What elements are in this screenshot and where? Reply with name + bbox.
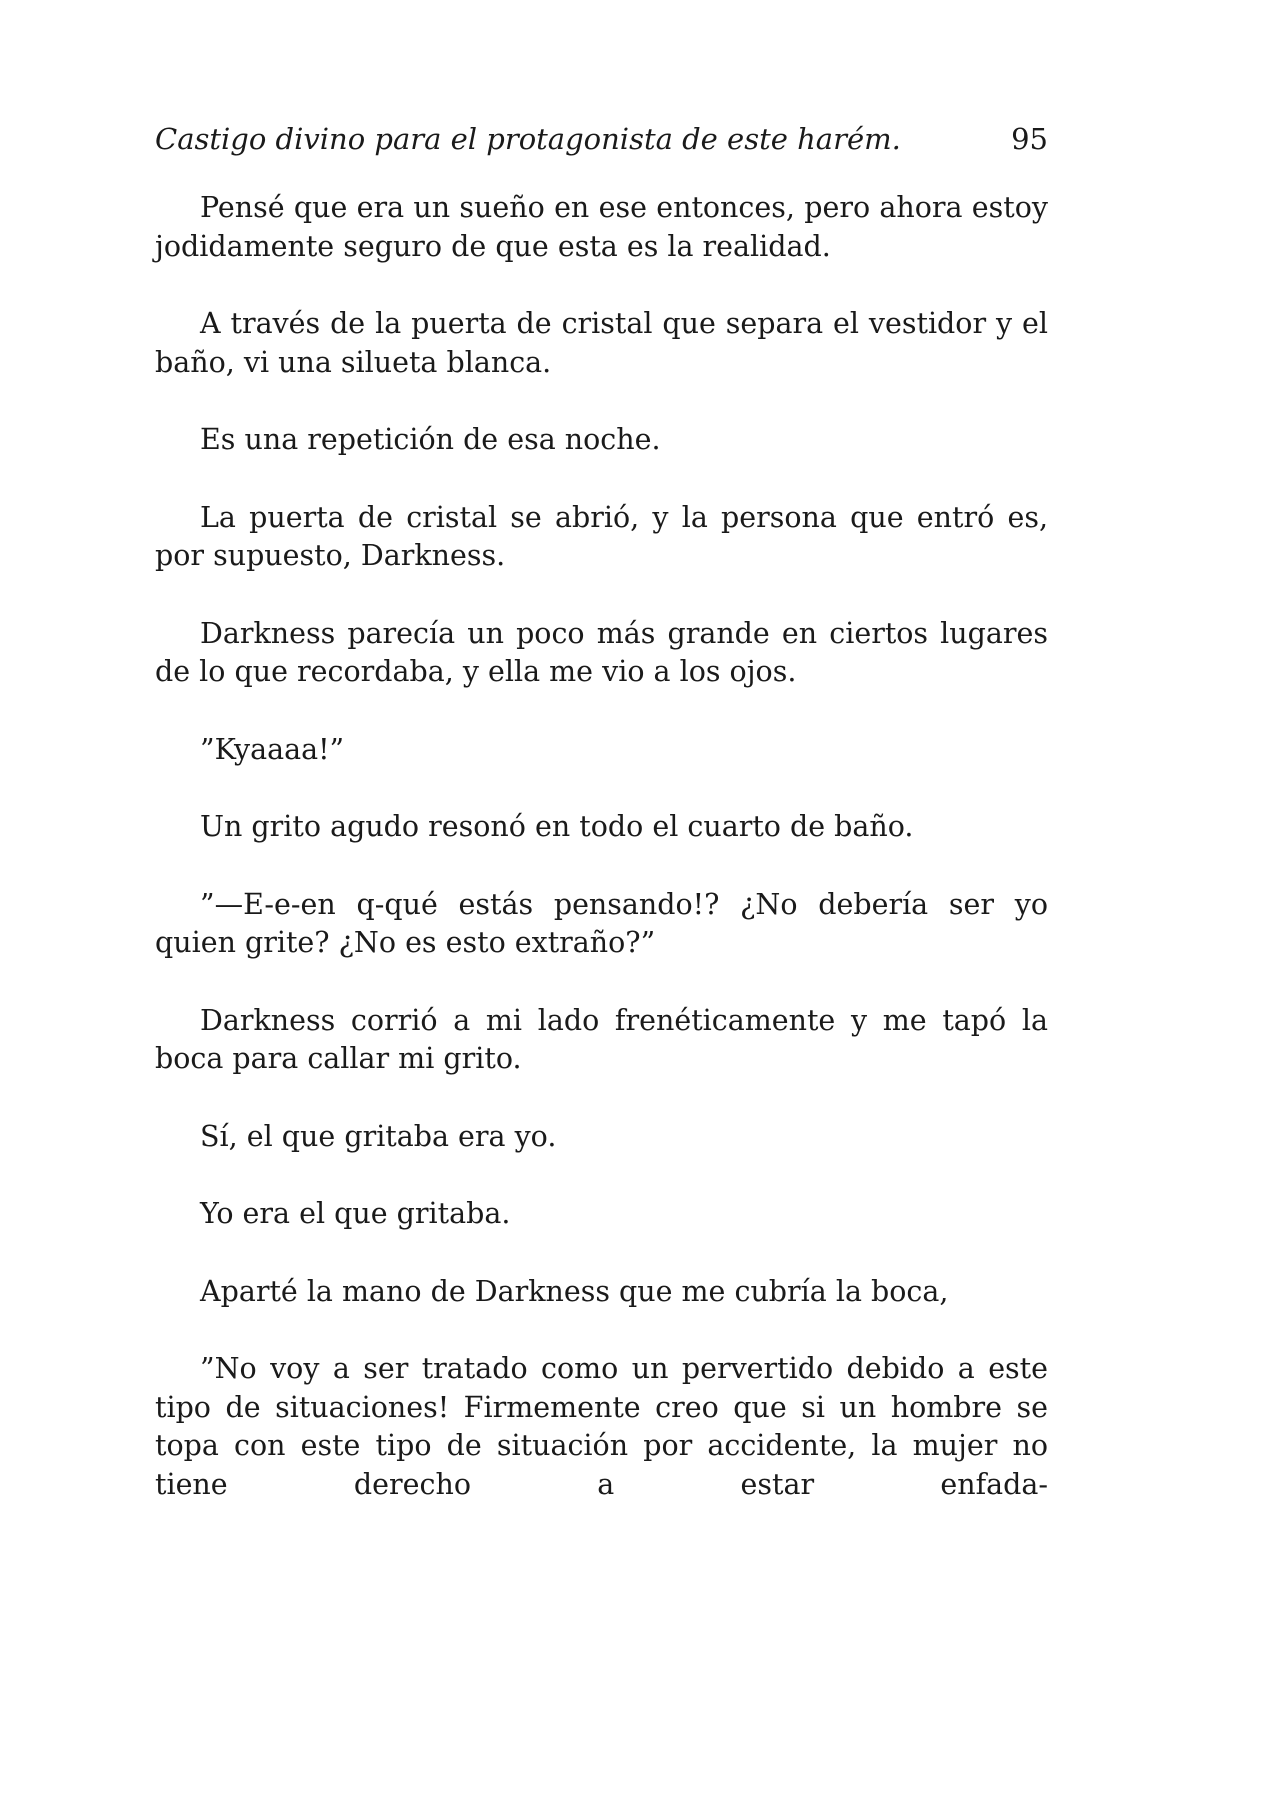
paragraph: ”No voy a ser tratado como un pervertido debido a este tipo de situaciones! Firmemente creo que si un hombre se topa con este tipo de situación por accidente, la mujer no tiene derecho a estar enfada- [155,1352,1048,1501]
paragraph: Darkness parecía un poco más grande en ciertos lugares de lo que recordaba, y ella me vio a los ojos. [155,616,1048,688]
paragraph: A través de la puerta de cristal que separa el vestidor y el baño, vi una silueta blanca. [155,307,1048,379]
paragraph: Sí, el que gritaba era yo. [200,1119,557,1153]
page-number: 95 [1011,122,1048,156]
paragraph: La puerta de cristal se abrió, y la persona que entró es, por supuesto, Darkness. [155,500,1048,572]
running-header [155,120,1048,158]
paragraph: Darkness corrió a mi lado frenéticamente y me tapó la boca para callar mi grito. [155,1003,1048,1075]
paragraph: Un grito agudo resonó en todo el cuarto de baño. [200,810,914,843]
paragraph: ”Kyaaaa!” [200,732,345,766]
paragraph: Aparté la mano de Darkness que me cubría la boca, [200,1274,949,1308]
paragraph: Yo era el que gritaba. [200,1197,511,1230]
paragraph: Es una repetición de esa noche. [200,423,661,456]
paragraph: Pensé que era un sueño en ese entonces, pero ahora estoy jodidamente seguro de que esta es la realidad. [155,191,1048,263]
running-title: Castigo divino para el protagonista de este harém. [155,122,901,156]
book-page [155,120,1048,1504]
body-text [155,189,1048,1504]
paragraph: ”—E-e-en q-qué estás pensando!? ¿No debería ser yo quien grite? ¿No es esto extraño?” [155,887,1048,959]
